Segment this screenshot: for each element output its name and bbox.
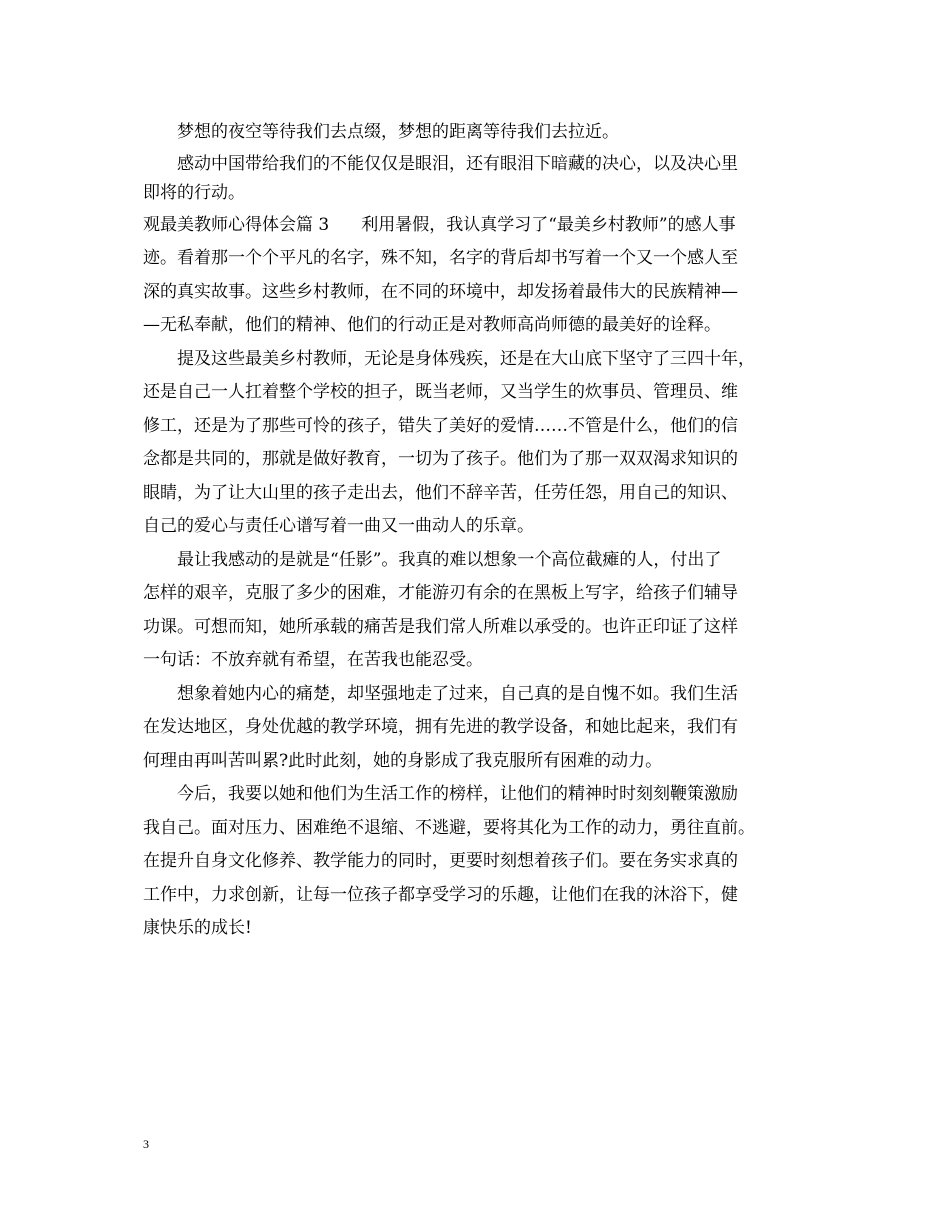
text-line: 工作中，力求创新，让每一位孩子都享受学习的乐趣，让他们在我的沐浴下，健 [143,884,738,905]
section-heading-text: 利用暑假，我认真学习了“最美乡村教师”的感人事 [361,214,736,235]
text-line: 深的真实故事。这些乡村教师，在不同的环境中，却发扬着最伟大的民族精神— [143,281,738,302]
text-line: 眼睛，为了让大山里的孩子走出去，他们不辞辛苦，任劳任怨，用自己的知识、 [143,482,738,503]
text-line: 即将的行动。 [143,183,245,203]
section-heading-line [143,209,808,243]
text-line: 康快乐的成长! [143,918,252,938]
text-line: 想象着她内心的痛楚，却坚强地走了过来，自己真的是自愧不如。我们生活 [143,683,738,704]
text-line: 提及这些最美乡村教师，无论是身体残疾，还是在大山底下坚守了三四十年， [143,348,755,369]
text-line: 还是自己一人扛着整个学校的担子，既当老师，又当学生的炊事员、管理员、维 [143,382,738,402]
text-line: 修工，还是为了那些可怜的孩子，错失了美好的爱情……不管是什么，他们的信 [143,415,738,436]
text-line: 今后，我要以她和他们为生活工作的榜样，让他们的精神时时刻刻鞭策激励 [143,784,738,804]
text-line: —无私奉献，他们的精神、他们的行动正是对教师高尚师德的最美好的诠释。 [143,315,721,335]
text-line: 一句话：不放弃就有希望，在苦我也能忍受。 [143,650,483,670]
text-line: 感动中国带给我们的不能仅仅是眼泪，还有眼泪下暗藏的决心，以及决心里 [143,153,738,174]
text-line: 怎样的艰辛，克服了多少的困难，才能游刃有余的在黑板上写字，给孩子们辅导 [143,583,738,603]
text-line: 自己的爱心与责任心谱写着一曲又一曲动人的乐章。 [143,516,534,536]
text-line: 功课。可想而知，她所承载的痛苦是我们常人所难以承受的。也许正印证了这样 [143,616,738,637]
text-line: 梦想的夜空等待我们去点缀，梦想的距离等待我们去拉近。 [143,122,619,142]
text-line: 最让我感动的是就是“任影”。我真的难以想象一个高位截瘫的人，付出了 [143,549,722,570]
text-line: 念都是共同的，那就是做好教育，一切为了孩子。他们为了那一双双渴求知识的 [143,449,738,469]
text-line: 何理由再叫苦叫累?此时此刻，她的身影成了我克服所有困难的动力。 [143,750,663,771]
document-body [143,116,808,946]
page-number: 3 [143,1137,149,1151]
text-line: 迹。看着那一个个平凡的名字，殊不知，名字的背后却书写着一个又一个感人至 [143,248,738,268]
text-line: 在发达地区，身处优越的教学环境，拥有先进的教学设备，和她比起来，我们有 [143,717,738,737]
section-heading-title: 观最美教师心得体会篇 3 [143,214,330,235]
text-line: 在提升自身文化修养、教学能力的同时，更要时刻想着孩子们。要在务实求真的 [143,851,738,871]
text-line: 我自己。面对压力、困难绝不退缩、不逃避，要将其化为工作的动力，勇往直前。 [143,817,755,838]
